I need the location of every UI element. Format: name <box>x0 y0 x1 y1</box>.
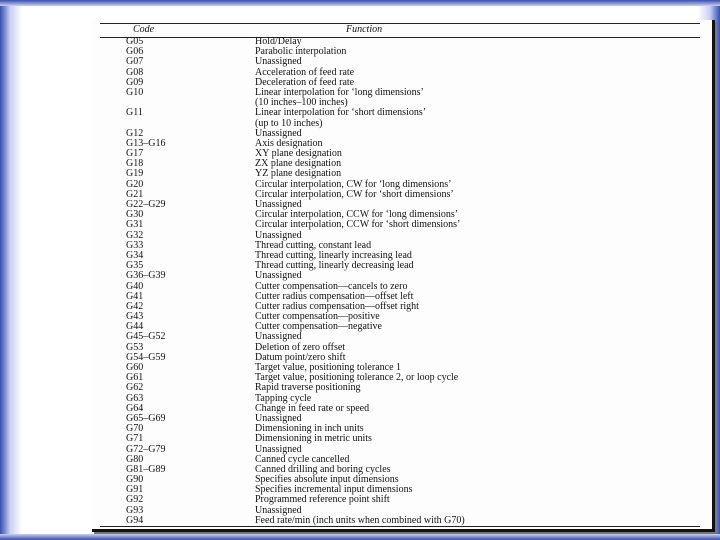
table-row <box>100 414 700 424</box>
g-code: G63 <box>126 392 144 404</box>
g-code-function: Unassigned <box>255 56 302 68</box>
g-code: G32 <box>126 229 144 241</box>
table-row <box>100 394 700 404</box>
table-row <box>100 495 700 505</box>
table-row <box>100 312 700 322</box>
bottom-border <box>0 534 720 540</box>
g-code-function: Linear interpolation for ‘short dimensions’ <box>255 107 427 119</box>
g-code: G43 <box>126 311 144 323</box>
g-code: G19 <box>126 168 144 180</box>
g-code: G80 <box>126 453 144 465</box>
g-code: G71 <box>126 433 144 445</box>
g-code: G45–G52 <box>126 331 166 343</box>
g-code-function: Unassigned <box>255 504 302 516</box>
g-code: G40 <box>126 280 144 292</box>
g-code: G72–G79 <box>126 443 166 455</box>
g-code-function: Axis designation <box>255 137 323 149</box>
slide-panel <box>24 8 696 532</box>
g-code: G21 <box>126 188 144 200</box>
table-header <box>100 23 700 38</box>
g-code-function: Specifies absolute input dimensions <box>255 474 399 486</box>
g-code-function: Thread cutting, constant lead <box>255 239 372 251</box>
g-code: G09 <box>126 76 144 88</box>
g-code-function: Change in feed rate or speed <box>255 402 370 414</box>
g-code: G13–G16 <box>126 137 166 149</box>
table-row <box>100 445 700 455</box>
table-row <box>100 47 700 57</box>
g-code-function: Feed rate/min (inch units when combined with G70) <box>255 514 465 526</box>
g-code: G30 <box>126 209 144 221</box>
table-row <box>100 220 700 230</box>
header-code: Code <box>133 24 155 35</box>
g-code: G18 <box>126 158 144 170</box>
table-row <box>100 190 700 200</box>
table-row <box>100 373 700 383</box>
g-code: G22–G29 <box>126 199 166 210</box>
g-code-function: Cutter radius compensation—offset left <box>255 290 414 302</box>
g-code-function: Target value, positioning tolerance 1 <box>255 362 402 373</box>
g-code-function: Deceleration of feed rate <box>255 76 355 88</box>
g-code: G12 <box>126 127 144 139</box>
g-code-function: Deletion of zero offset <box>255 341 346 353</box>
table-row <box>100 149 700 159</box>
g-code: G44 <box>126 321 144 333</box>
g-code: G90 <box>126 474 144 486</box>
g-code: G34 <box>126 249 144 261</box>
table-row <box>100 119 700 129</box>
g-code: G60 <box>126 362 144 373</box>
g-code: G94 <box>126 514 144 526</box>
table-row <box>100 332 700 342</box>
table-row <box>100 271 700 281</box>
table-row <box>100 231 700 241</box>
g-code-function: Thread cutting, linearly decreasing lead <box>255 260 414 272</box>
g-code-function: Unassigned <box>255 229 302 241</box>
g-code: G92 <box>126 494 144 506</box>
g-code-function: Unassigned <box>255 331 302 343</box>
g-code-function: Dimensioning in inch units <box>255 423 364 435</box>
g-code-function: (10 inches–100 inches) <box>255 97 348 109</box>
g-code-function: Unassigned <box>255 412 302 424</box>
g-code-function: Canned drilling and boring cycles <box>255 463 391 475</box>
g-code: G62 <box>126 382 144 394</box>
g-code: G35 <box>126 260 144 272</box>
g-code: G91 <box>126 484 144 496</box>
scanned-table-page <box>92 20 715 532</box>
g-code: G05 <box>126 36 144 47</box>
table-row <box>100 68 700 78</box>
g-code-function: Cutter compensation—positive <box>255 311 380 323</box>
g-code: G36–G39 <box>126 270 166 282</box>
g-code-function: Hold/Delay <box>255 36 302 47</box>
g-code: G93 <box>126 504 144 516</box>
g-code: G81–G89 <box>126 463 166 475</box>
g-code-function: Cutter radius compensation—offset right <box>255 300 419 312</box>
g-code: G10 <box>126 86 144 98</box>
g-code-function: Parabolic interpolation <box>255 46 347 58</box>
table-row <box>100 343 700 353</box>
table-row <box>100 322 700 332</box>
top-border <box>0 0 720 6</box>
g-code-function: Cutter compensation—cancels to zero <box>255 280 408 292</box>
g-code: G33 <box>126 239 144 251</box>
table-row <box>100 302 700 312</box>
g-code-function: ZX plane designation <box>255 158 342 170</box>
g-code: G31 <box>126 219 144 231</box>
table-row <box>100 37 700 47</box>
g-code-function: Linear interpolation for ‘long dimensions’ <box>255 86 424 98</box>
table-row <box>100 404 700 414</box>
table-row <box>100 485 700 495</box>
table-row <box>100 57 700 67</box>
table-row <box>100 383 700 393</box>
table-row <box>100 139 700 149</box>
g-code-function: (up to 10 inches) <box>255 117 323 129</box>
g-code-function: Acceleration of feed rate <box>255 66 355 78</box>
table-row <box>100 465 700 475</box>
g-code-function: Datum point/zero shift <box>255 351 346 363</box>
table-row <box>100 261 700 271</box>
g-code: G53 <box>126 341 144 353</box>
g-code-function: Programmed reference point shift <box>255 494 390 506</box>
g-code-function: Unassigned <box>255 199 302 210</box>
g-code-function: Cutter compensation—negative <box>255 321 382 333</box>
g-code: G17 <box>126 148 144 160</box>
g-code: G06 <box>126 46 144 58</box>
table-row <box>100 455 700 465</box>
g-code: G07 <box>126 56 144 68</box>
g-code: G54–G59 <box>126 351 166 363</box>
g-code-function: Specifies incremental input dimensions <box>255 484 413 496</box>
g-code: G20 <box>126 178 144 190</box>
g-code-function: Canned cycle cancelled <box>255 453 350 465</box>
table-row <box>100 434 700 444</box>
g-code-function: Rapid traverse positioning <box>255 382 361 394</box>
g-code: G42 <box>126 300 144 312</box>
header-function: Function <box>346 24 383 35</box>
g-code-function: Circular interpolation, CW for ‘short dimensions’ <box>255 188 454 200</box>
g-code-function: Circular interpolation, CCW for ‘short dimensions’ <box>255 219 461 231</box>
g-code: G64 <box>126 402 144 414</box>
g-code: G08 <box>126 66 144 78</box>
g-code-function: Dimensioning in metric units <box>255 433 372 445</box>
table-row <box>100 129 700 139</box>
g-code: G65–G69 <box>126 412 166 424</box>
g-code-function: Tapping cycle <box>255 392 312 404</box>
table-body <box>100 37 700 526</box>
table-row <box>100 88 700 98</box>
table-row <box>100 424 700 434</box>
g-code: G11 <box>126 107 143 119</box>
g-code-function: Circular interpolation, CW for ‘long dimensions’ <box>255 178 452 190</box>
g-code: G70 <box>126 423 144 435</box>
table-row <box>100 159 700 169</box>
table-bottom-rule <box>100 526 700 527</box>
g-code-function: Circular interpolation, CCW for ‘long dimensions’ <box>255 209 459 221</box>
g-code-function: XY plane designation <box>255 148 342 160</box>
table-row <box>100 516 700 526</box>
g-code: G61 <box>126 372 144 384</box>
g-code-function: Unassigned <box>255 127 302 139</box>
g-code-function: Thread cutting, linearly increasing lead <box>255 249 412 261</box>
g-code-function: Unassigned <box>255 270 302 282</box>
table-row <box>100 108 700 118</box>
g-code-function: YZ plane designation <box>255 168 342 180</box>
g-code: G41 <box>126 290 144 302</box>
g-code-function: Target value, positioning tolerance 2, or loop cycle <box>255 372 459 384</box>
g-code-function: Unassigned <box>255 443 302 455</box>
